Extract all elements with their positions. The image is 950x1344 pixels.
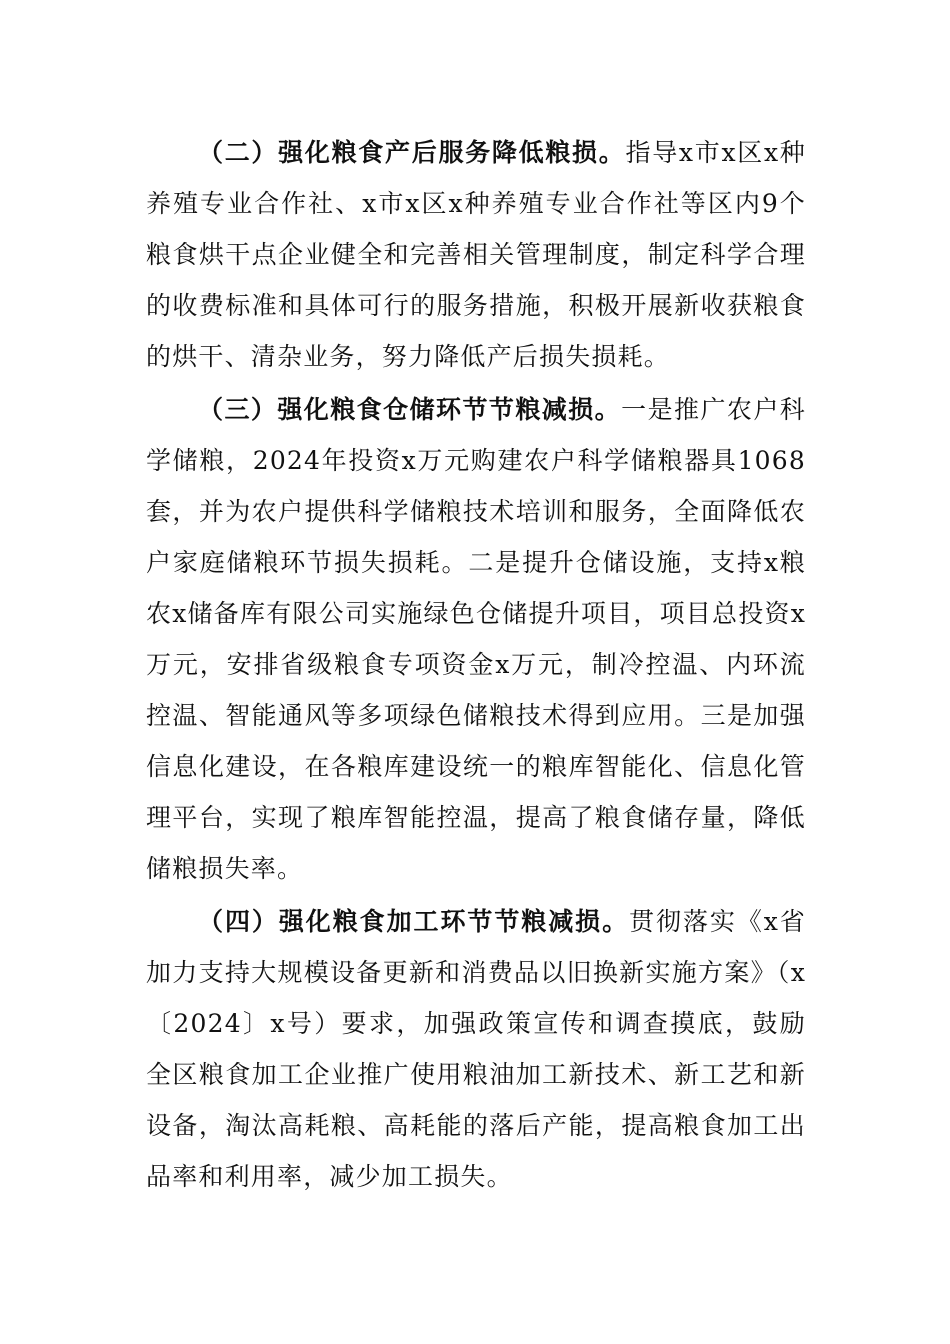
paragraph-heading: （二）强化粮食产后服务降低粮损。 (198, 138, 626, 167)
document-body (146, 127, 806, 1202)
paragraph-post-harvest-service (146, 127, 806, 382)
paragraph-processing-loss-reduction (146, 896, 806, 1202)
paragraph-text: 贯彻落实《x省加力支持大规模设备更新和消费品以旧换新实施方案》（x〔2024〕x号）要求，加强政策宣传和调查摸底，鼓励全区粮食加工企业推广使用粮油加工新技术、新工艺和新设备，淘汰高耗粮、高耗能的落后产能，提高粮食加工出品率和利用率，减少加工损失。 (146, 907, 807, 1191)
paragraph-text: 一是推广农户科学储粮，2024年投资x万元购建农户科学储粮器具1068套，并为农户提供科学储粮技术培训和服务，全面降低农户家庭储粮环节损失损耗。二是提升仓储设施，支持x粮农x储备库有限公司实施绿色仓储提升项目，项目总投资x万元，安排省级粮食专项资金x万元，制冷控温、内环流控温、智能通风等多项绿色储粮技术得到应用。三是加强信息化建设，在各粮库建设统一的粮库智能化、信息化管理平台，实现了粮库智能控温，提高了粮食储存量，降低储粮损失率。 (146, 395, 806, 883)
paragraph-text: 指导x市x区x种养殖专业合作社、x市x区x种养殖专业合作社等区内9个粮食烘干点企业健全和完善相关管理制度，制定科学合理的收费标准和具体可行的服务措施，积极开展新收获粮食的烘干、清杂业务，努力降低产后损失损耗。 (146, 138, 807, 371)
paragraph-storage-loss-reduction (146, 384, 806, 894)
paragraph-heading: （三）强化粮食仓储环节节粮减损。 (198, 395, 622, 424)
paragraph-heading: （四）强化粮食加工环节节粮减损。 (198, 907, 630, 936)
